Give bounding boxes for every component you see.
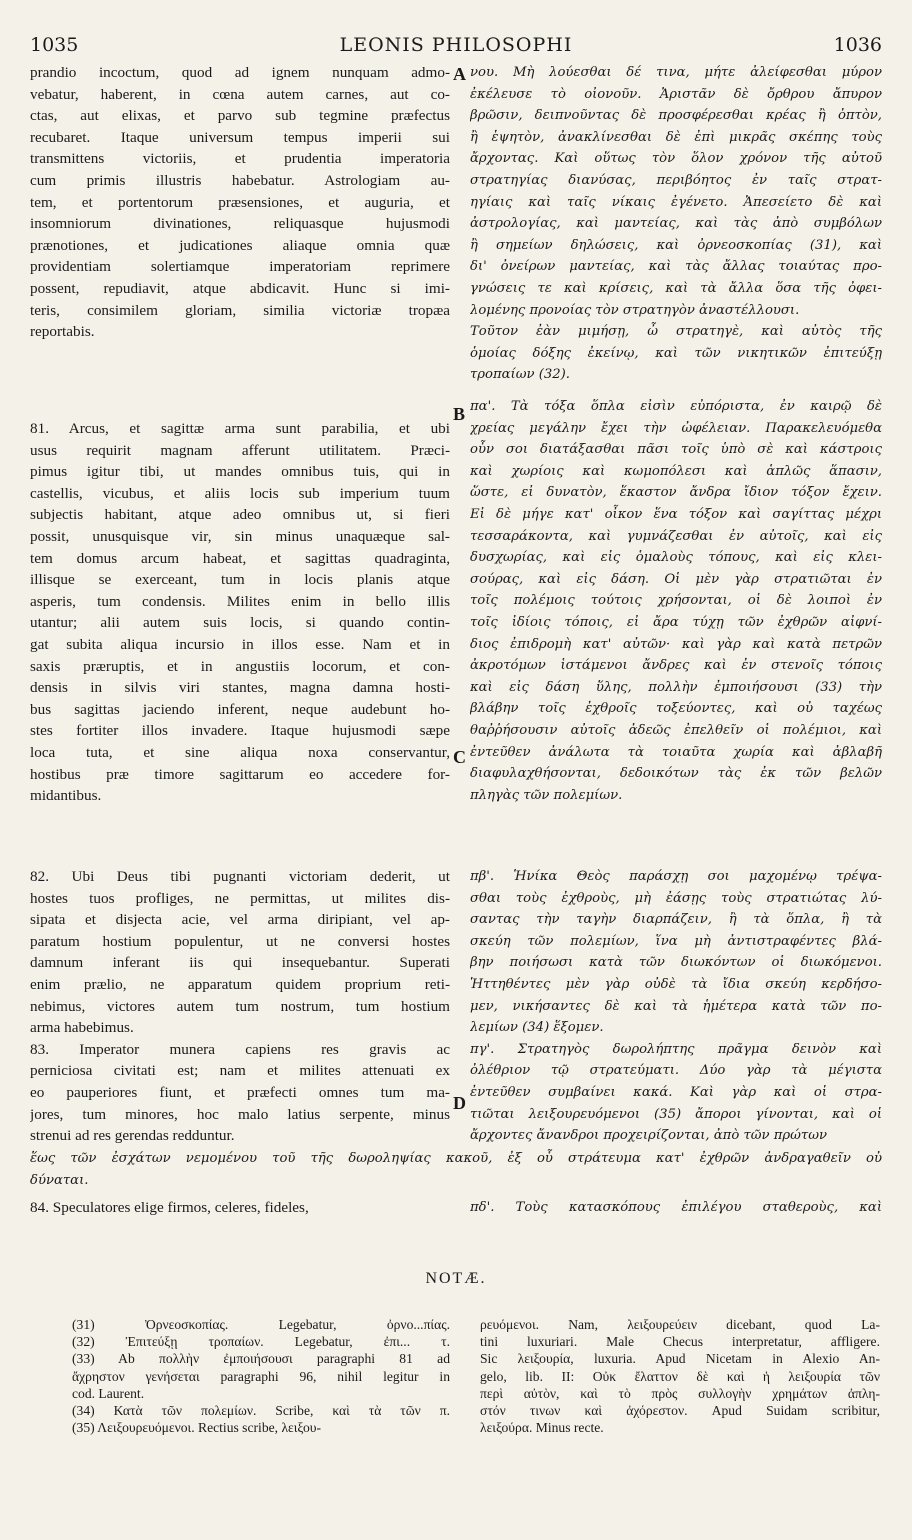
text-line: illisque se exerceant, tum in locis planis atque [30, 571, 450, 589]
text-line: βην ποιήσωσι κατὰ τῶν διωκόντων οἱ διωκόμενοι. [470, 955, 882, 971]
text-line: loca tuta, et sine aliqua noxa conservantur, [30, 743, 450, 761]
text-line: στρατηγίας διανύσας, περιβόητος ἐν ταῖς στρατ- [470, 172, 882, 188]
latin-column-block-3 [30, 866, 450, 1147]
latin-column-block-1 [30, 62, 450, 343]
text-line: usus requirit magnam afferunt utilitatem. Præci- [30, 441, 450, 459]
text-line: (35) Λειξουρευόμενοι. Rectius scribe, λειξου- [72, 1420, 322, 1436]
text-line: σθαι τοὺς ἐχθροὺς, μὴ ἐάσῃς τοὺς στρατιώτας λύ- [470, 890, 882, 906]
text-line: πγ'. Στρατηγὸς δωρολήπτης πρᾶγμα δεινὸν καὶ [470, 1041, 882, 1057]
text-line: σούρας, καὶ εἰς δάση. Οἱ μὲν γὰρ στρατιῶται ἐν [470, 571, 882, 587]
text-line: Sic λειξουρία, luxuria. Apud Nicetam in Alexio An- [480, 1351, 880, 1367]
text-line: densis in silvis viri stantes, magna damna hosti- [30, 679, 450, 697]
text-line: gelo, lib. II: Οὐκ ἔλαττον δὲ καὶ ἡ λειξουρία τῶν [480, 1368, 880, 1384]
text-line: ἢ ἑψητὸν, ἀνακλίνεσθαι δὲ ἐπὶ μικρᾶς σκέπης τοὺς [470, 129, 882, 145]
text-line: enim prælio, ne apparatum quidem proprium reti- [30, 975, 450, 993]
text-line: ἐντεῦθεν συμβαίνει κακά. Καὶ γὰρ καὶ οἱ στρα- [470, 1084, 882, 1100]
text-line: τιῶται λειξουρευόμενοι (35) ἄποροι γίνονται, καὶ οἱ [470, 1106, 882, 1122]
text-line: ἄρχοντες ἄνανδροι προχειρίζονται, ἀπὸ τῶν πρώτων [470, 1128, 827, 1144]
text-line: διαφυλαχθήσονται, δεδοικότων τὰς ἐκ τῶν βελῶν [470, 766, 882, 782]
text-line: βλάβην τοῖς ἐχθροῖς τοξεύοντες, καὶ οὐ ταχέως [470, 701, 882, 717]
text-line: πδ'. Τοὺς κατασκόπους ἐπιλέγου σταθεροὺς, καὶ [470, 1200, 882, 1215]
greek-paragraph-84 [470, 1197, 882, 1219]
text-line: possent, repudiavit, atque abdicavit. Hunc si imi- [30, 279, 450, 297]
text-line: περὶ αὐτὸν, καὶ τὸ πρὸς συλλογὴν χρημάτων ἀπλη- [480, 1385, 880, 1401]
notes-right-column [480, 1316, 880, 1436]
text-line: σκεύη τῶν πολεμίων, ἵνα μὴ ἀντιστραφέντες βλά- [470, 933, 882, 949]
text-line: πβ'. Ἡνίκα Θεὸς παράσχῃ σοι μαχομένῳ τρέψα- [470, 869, 882, 884]
text-line: bus sagittas jaciendo inferent, neque audebunt ho- [30, 700, 450, 718]
greek-column-block-1 [470, 62, 882, 386]
text-line: paratum hostium populentur, ut ne conversi hostes [30, 932, 450, 950]
text-line: θαῤῥήσουσιν αὐτοῖς ἀδεῶς ἐπελθεῖν οἱ πολέμιοι, καὶ [470, 722, 882, 738]
text-line: πληγὰς τῶν πολεμίων. [470, 787, 623, 803]
latin-paragraph-84 [30, 1197, 450, 1219]
text-line: 82. Ubi Deus tibi pugnanti victoriam dederit, ut [30, 868, 450, 885]
text-line: τεσσαράκοντα, καὶ γυμνάζεσθαι ἐν αὐτοῖς, καὶ εἰς [470, 528, 882, 544]
margin-letter-d: D [453, 1093, 466, 1113]
text-line: jores, tum minores, hoc malo latius serpente, minus [30, 1105, 450, 1123]
text-line: δυσχωρίας, καὶ εἰς ὁμαλοὺς τόπους, καὶ εἰς κλει- [470, 550, 882, 566]
text-line: gat subita aliqua incursio in illos esse. Nam et in [30, 635, 450, 653]
greek-column-block-2 [470, 396, 882, 806]
text-line: cod. Laurent. [72, 1385, 145, 1401]
text-line: μεν, νικήσαντες δὲ καὶ τὰ ἡμέτερα κατὰ τῶν πο- [470, 998, 882, 1014]
text-line: damnum inferant iis qui insequebantur. Superati [30, 954, 450, 972]
text-line: δι' ὀνείρων μαντείας, καὶ τὰς ἄλλας τοιαύτας προ- [470, 259, 882, 275]
text-line: γνώσεις τε καὶ κρίσεις, καὶ τὰ ἄλλα ὅσα τῆς ὀφει- [470, 280, 882, 296]
text-line: saxis præruptis, et in angustiis locorum, et con- [30, 657, 450, 675]
text-line: ctas, aut elixas, et parvo sub tegmine præfectus [30, 107, 450, 125]
text-line: transmittens victoriis, et prudentia imperatoria [30, 150, 450, 168]
text-line: νου. Μὴ λούεσθαι δέ τινα, μήτε ἀλείφεσθαι μύρον [470, 65, 882, 80]
text-line: reportabis. [30, 323, 95, 341]
running-title: LEONIS PHILOSOPHI [339, 34, 573, 56]
text-line: hostibus præ timore sagittarum eo accedere for- [30, 765, 450, 783]
text-line: asperis, tum condensis. Milites enim in bello illis [30, 592, 450, 610]
text-line: Ἡττηθέντες μὲν γὰρ οὐδὲ τὰ ἴδια σκεύη κερδήσο- [470, 976, 882, 992]
text-line: ἐντεῦθεν ἀνάλωτα τὰ τοιαῦτα χωρία καὶ ἀβλαβῆ [470, 744, 882, 760]
text-line: τροπαίων (32). [470, 367, 570, 383]
text-line: recubaret. Itaque universum tempus imperii sui [30, 128, 450, 146]
text-line: δύναται. [30, 1172, 89, 1188]
text-line: strenui ad res gerendas redduntur. [30, 1127, 235, 1145]
text-line: arma habebimus. [30, 1019, 134, 1037]
text-line: ὁμοίας δόξης ἐκείνῳ, καὶ τῶν νικητικῶν ἐπιτεύξῃ [470, 345, 882, 361]
margin-letter-b: B [453, 404, 466, 424]
text-line: prandio incoctum, quod ad ignem nunquam admo- [30, 64, 450, 81]
text-line: insomniorum divinationes, reliquasque hujusmodi [30, 215, 450, 233]
text-line: teris, consimilem gloriam, similia victoriæ tropæa [30, 301, 450, 319]
text-line: ἕως τῶν ἐσχάτων νεμομένου τοῦ τῆς δωροληψίας κακοῦ, ἐξ οὗ στράτευμα κατ' ἐχθρῶν ἀνδραγαθεῖν οὐ [30, 1151, 882, 1166]
text-line: τοῖς ἰδίοις τόποις, εἰ ἄρα τύχῃ τῶν ἐχθρῶν αἰφνί- [470, 614, 882, 630]
margin-letter-a: A [453, 64, 466, 84]
text-line: tini luxuriari. Male Checus interpretatur, affligere. [480, 1334, 880, 1350]
text-line: πα'. Τὰ τόξα ὅπλα εἰσὶν εὐπόριστα, ἐν καιρῷ δὲ [470, 399, 882, 414]
text-line: possit, unusquisque vir, sin minus unaquæque sal- [30, 527, 450, 545]
text-line: ἀστρολογίας, καὶ μαντείας, καὶ τὰς ἀπὸ συμβόλων [470, 216, 882, 232]
text-line: λεμίων (34) ἕξομεν. [470, 1020, 604, 1036]
text-line: eo pauperiores fiunt, et præfecti omnes tum ma- [30, 1083, 450, 1101]
text-line: tem, et portentorum præsensiones, et auguria, et [30, 193, 450, 211]
text-line: ηγίαις καὶ ταῖς νίκαις ἐγένετο. Ἀπεσείετο δὲ καὶ [470, 194, 882, 210]
text-line: λομένης προνοίας τὸν στρατηγὸν ἀναστέλλουσι. [470, 302, 800, 318]
page-number-left: 1035 [30, 34, 79, 56]
text-line: cum primis illustris habebatur. Astrologiam au- [30, 171, 450, 189]
text-line: 81. Arcus, et sagittæ arma sunt parabilia, et ubi [30, 420, 450, 437]
text-line: vebatur, haberent, in cœna autem carnes, aut co- [30, 85, 450, 103]
text-line: utantur; alii autem suis locis, si quando contin- [30, 614, 450, 632]
running-header [30, 34, 882, 60]
text-line: castellis, vicubus, et aliis locis sub imperium tuum [30, 484, 450, 502]
text-line: perniciosa civitati est; nam et milites attenuati ex [30, 1062, 450, 1080]
text-line: (33) Ab πολλὴν ἐμποιήσουσι paragraphi 81 ad [72, 1351, 450, 1367]
text-line: ἄχρηστον γενήσεται paragraphi 96, nihil legitur in [72, 1368, 450, 1384]
text-line: prænotiones, et judicationes aliaque omnia quæ [30, 236, 450, 254]
text-line: σαντας τὴν ταγὴν διαρπάζειν, ἢ τὰ ὅπλα, ἢ τὰ [470, 912, 882, 928]
text-line: Τοῦτον ἐὰν μιμήσῃ, ὦ στρατηγὲ, καὶ αὐτὸς τῆς [470, 324, 882, 340]
text-line: λειξούρα. Minus recte. [480, 1420, 604, 1436]
text-line: ὥστε, εἰ δυνατὸν, ἕκαστον ἄνδρα ἴδιον τόξον ἔχειν. [470, 485, 882, 501]
notes-left-column [72, 1316, 450, 1436]
text-line: ἀκροτόμων ἱστάμενοι ἄνδρες καὶ ἐν στενοῖς τόποις [470, 658, 882, 674]
text-line: tem domus arcum habeat, et sagittas quadraginta, [30, 549, 450, 567]
text-line: (34) Κατὰ τῶν πολεμίων. Scribe, καὶ τὰ τῶν π. [72, 1402, 450, 1418]
greek-column-block-3 [470, 866, 882, 1147]
text-line: midantibus. [30, 787, 102, 805]
text-line: Εἰ δὲ μήγε κατ' οἶκον ἕνα τόξον καὶ σαγίττας μέχρι [470, 506, 882, 522]
text-line: ἐκέλευσε τὸ οἰονοῦν. Ἀριστᾶν δὲ ὄρθρου ἄπυρον [470, 86, 882, 102]
text-line: providentiam solertiamque imperatoriam reprimere [30, 258, 450, 276]
text-line: (31) Ὀρνεοσκοπίας. Legebatur, ὀρνο...πίας. [72, 1317, 450, 1332]
text-line: stes fortiter illos invadere. Itaque hujusmodi sæpe [30, 722, 450, 740]
text-line: 84. Speculatores elige firmos, celeres, fideles, [30, 1199, 309, 1216]
text-line: διος ἐπιδρομὴ κατ' αὐτῶν· καὶ γὰρ καὶ κατὰ πετρῶν [470, 636, 882, 652]
notes-heading: NOTÆ. [425, 1270, 487, 1287]
text-line: ὀλέθριον τῷ στρατεύματι. Δύο γὰρ τὰ μέγιστα [470, 1063, 882, 1079]
text-line: ἄρχοντας. Καὶ οὕτως τὸν ὅλον χρόνον τῆς αὐτοῦ [470, 151, 882, 167]
text-line: χρείας μεγάλην ἔχει τὴν ὠφέλειαν. Παρακελευόμεθα [470, 420, 882, 436]
text-line: ρευόμενοι. Nam, λειξουρεύειν dicebant, quod La- [480, 1317, 880, 1332]
text-line: 83. Imperator munera capiens res gravis ac [30, 1040, 450, 1058]
text-line: στόν τινων καὶ ἀχόρεστον. Apud Suidam scribitur, [480, 1402, 880, 1418]
text-line: τοῖς πολέμοις τούτοις χρήσονται, οἱ δὲ λοιποὶ ἐν [470, 593, 882, 609]
text-line: sipata et disjecta acie, vel arma diripiant, vel ap- [30, 911, 450, 929]
text-line: καὶ εἰς δάση ὕλης, πολλὴν ἐμποιήσουσι (33) τὴν [470, 679, 882, 695]
text-line: subjectis habitant, atque adeo omnibus ut, si fieri [30, 506, 450, 524]
text-line: βρῶσιν, δειπνοῦντας δὲ προσφέρεσθαι κρέας ἢ ὀπτὸν, [470, 108, 882, 124]
text-line: ἢ σημείων δηλώσεις, καὶ ὀρνεοσκοπίας (31), καὶ [470, 237, 882, 253]
page-number-right: 1036 [833, 34, 882, 56]
margin-letter-c: C [453, 747, 466, 767]
text-line: οὖν σοι διατάξασθαι πᾶσι τοῖς ὑπὸ σὲ καὶ κάστροις [470, 442, 882, 458]
greek-full-width [30, 1148, 882, 1191]
latin-column-block-2 [30, 418, 450, 807]
text-line: nebimus, victores autem tum nostrum, tum hostium [30, 997, 450, 1015]
text-line: pimus igitur tibi, ut mandes omnibus tuis, qui in [30, 463, 450, 481]
text-line: καὶ χωρίοις καὶ κωμοπόλεσι καὶ ἁπλῶς ἅπασιν, [470, 463, 882, 479]
text-line: (32) Ἐπιτεύξῃ τροπαίων. Legebatur, ἐπι... τ. [72, 1334, 450, 1350]
text-line: hostes tuos profliges, ne permittas, ut milites dis- [30, 889, 450, 907]
